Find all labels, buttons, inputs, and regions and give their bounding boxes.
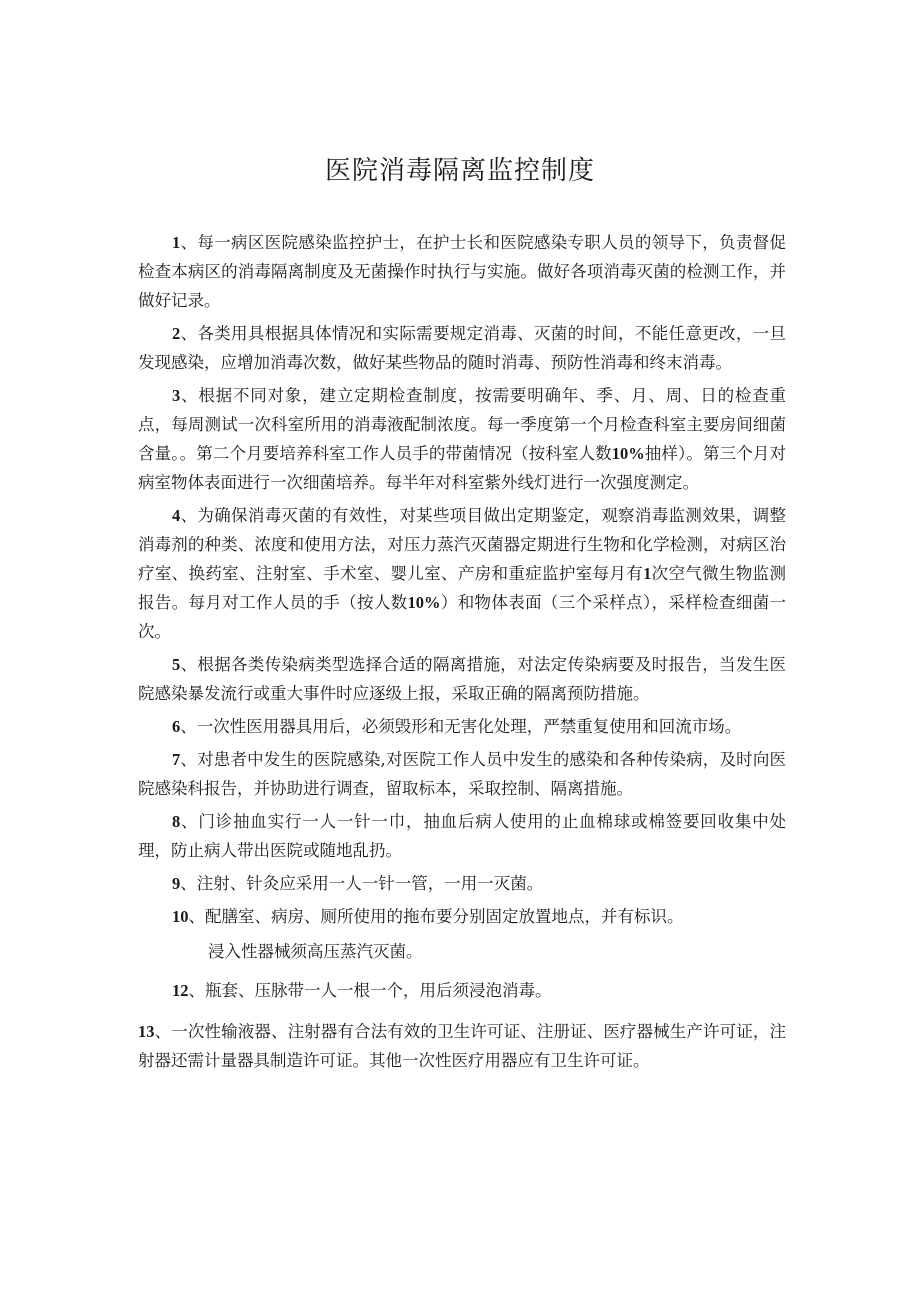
paragraph-13 — [138, 1017, 786, 1075]
paragraph-11 — [138, 937, 786, 966]
paragraph-text: 浸入性器械须高压蒸汽灭菌。 — [208, 942, 423, 961]
paragraph-8 — [138, 807, 786, 865]
paragraph-7 — [138, 745, 786, 803]
paragraph-number: 1 — [172, 233, 181, 252]
paragraph-number: 6 — [172, 717, 181, 736]
paragraph-1 — [138, 228, 786, 315]
paragraph-text: 、一次性输液器、注射器有合法有效的卫生许可证、注册证、医疗器械生产许可证，注射器还需计量器具制造许可证。其他一次性医疗用器应有卫生许可证。 — [138, 1022, 786, 1070]
paragraph-number: 12 — [172, 981, 189, 1000]
paragraph-text: 、各类用具根据具体情况和实际需要规定消毒、灭菌的时间，不能任意更改，一旦发现感染，应增加消毒次数，做好某些物品的随时消毒、预防性消毒和终末消毒。 — [138, 324, 786, 372]
paragraph-text: 、一次性医用器具用后，必须毁形和无害化处理，严禁重复使用和回流市场。 — [180, 717, 742, 736]
paragraph-number: 4 — [172, 506, 181, 525]
paragraph-number: 10 — [172, 907, 189, 926]
paragraph-number: 7 — [172, 750, 181, 769]
paragraph-text: 、为确保消毒灭菌的有效性，对某些项目做出定期鉴定，观察消毒监测效果，调整消毒剂的种类、浓度和使用方法，对压力蒸汽灭菌器定期进行生物和化学检测，对病区治疗室、换药室、注射室、手术室、婴儿室、产房和重症监护室每月有 — [138, 506, 786, 583]
bold-value: 1 — [643, 564, 652, 583]
paragraph-3 — [138, 381, 786, 497]
paragraph-text: 、每一病区医院感染监控护士，在护士长和医院感染专职人员的领导下，负责督促检查本病区的消毒隔离制度及无菌操作时执行与实施。做好各项消毒灭菌的检测工作，并做好记录。 — [138, 233, 786, 310]
paragraph-5 — [138, 650, 786, 708]
document-body — [138, 228, 786, 1079]
paragraph-number: 5 — [172, 655, 181, 674]
paragraph-number: 13 — [138, 1022, 155, 1041]
paragraph-text: ）和物体表面（三个采样点），采样检查细菌一次。 — [138, 593, 787, 641]
paragraph-number: 2 — [172, 324, 181, 343]
bold-value: 10% — [611, 444, 645, 463]
paragraph-9 — [138, 869, 786, 898]
paragraph-text: 次空气微生物监测报告。每月对工作人员的手（按人数 — [138, 564, 787, 612]
paragraph-2 — [138, 319, 786, 377]
paragraph-text: 抽样）。第三个月对病室物体表面进行一次细菌培养。每半年对科室紫外线灯进行一次强度测定。 — [138, 444, 787, 492]
paragraph-text: 、根据不同对象，建立定期检查制度，按需要明确年、季、月、周、日的检查重点，每周测试一次科室所用的消毒液配制浓度。每一季度第一个月检查科室主要房间细菌含量。。第二个月要培养科室工作人员手的带菌情况（按科室人数 — [138, 386, 786, 463]
bold-value: 10% — [407, 593, 441, 612]
paragraph-text: 、瓶套、压脉带一人一根一个，用后须浸泡消毒。 — [188, 981, 552, 1000]
paragraph-number: 9 — [172, 874, 181, 893]
paragraph-text: 、根据各类传染病类型选择合适的隔离措施，对法定传染病要及时报告，当发生医院感染暴发流行或重大事件时应逐级上报，采取正确的隔离预防措施。 — [138, 655, 786, 703]
paragraph-text: 、对患者中发生的医院感染,对医院工作人员中发生的感染和各种传染病，及时向医院感染科报告，并协助进行调查，留取标本，采取控制、隔离措施。 — [138, 750, 786, 798]
paragraph-text: 、配膳室、病房、厕所使用的拖布要分别固定放置地点，并有标识。 — [188, 907, 684, 926]
paragraph-number: 3 — [172, 386, 181, 405]
paragraph-4 — [138, 501, 786, 646]
paragraph-10 — [138, 902, 786, 931]
document-title: 医院消毒隔离监控制度 — [324, 156, 595, 186]
paragraph-12 — [138, 976, 786, 1005]
paragraph-text: 、门诊抽血实行一人一针一巾，抽血后病人使用的止血棉球或棉签要回收集中处理，防止病人带出医院或随地乱扔。 — [138, 812, 786, 860]
paragraph-6 — [138, 712, 786, 741]
paragraph-text: 、注射、针灸应采用一人一针一管，一用一灭菌。 — [180, 874, 544, 893]
paragraph-number: 8 — [172, 812, 181, 831]
